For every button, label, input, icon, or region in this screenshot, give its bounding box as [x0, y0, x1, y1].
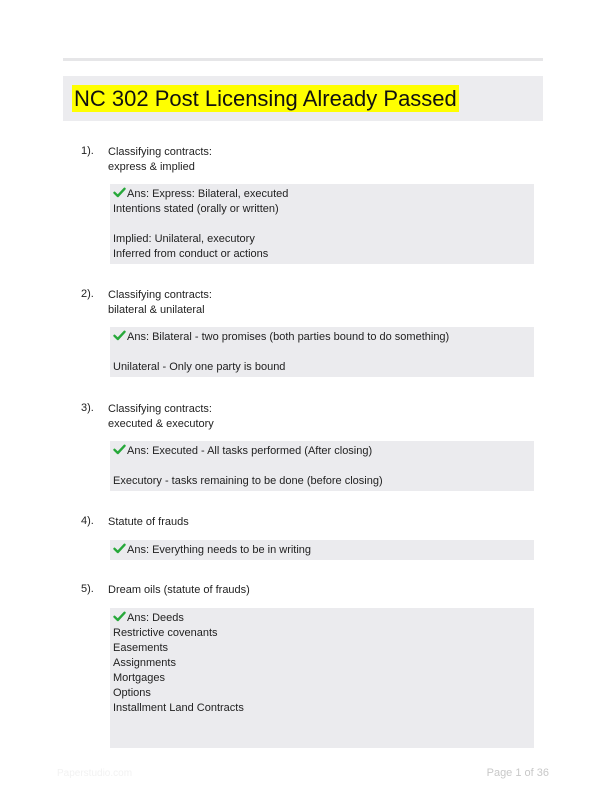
answer-box	[110, 540, 534, 560]
answer-box	[110, 327, 534, 377]
answer-text: Ans: Bilateral - two promises (both parties bound to do something)	[127, 331, 450, 343]
answer-line	[113, 459, 534, 474]
top-divider	[63, 58, 543, 61]
answer-line: Intentions stated (orally or written)	[113, 203, 279, 215]
answer-line: Options	[113, 687, 151, 699]
question-prompt-line: express & implied	[108, 161, 195, 173]
question-prompt-line: Statute of frauds	[108, 516, 189, 528]
question-prompt-line: Classifying contracts:	[108, 146, 212, 158]
document-title: NC 302 Post Licensing Already Passed	[74, 86, 457, 111]
answer-line: Mortgages	[113, 672, 165, 684]
answer-line: Easements	[113, 642, 169, 654]
footer-watermark: Paperstudio.com	[57, 768, 133, 779]
title-band	[63, 76, 543, 121]
answer-box	[110, 608, 534, 748]
checkmark-icon	[113, 187, 126, 198]
question-number: 3).	[81, 402, 94, 414]
answer-text: Ans: Everything needs to be in writing	[127, 544, 312, 556]
question-number: 4).	[81, 515, 94, 527]
question-prompt-line: bilateral & unilateral	[108, 304, 205, 316]
question-prompt-line: Classifying contracts:	[108, 289, 212, 301]
question-number: 5).	[81, 583, 94, 595]
answer-box	[110, 184, 534, 264]
answer-text: Ans: Executed - All tasks performed (After closing)	[127, 445, 373, 457]
answer-line	[113, 611, 534, 626]
question-prompt-line: Classifying contracts:	[108, 403, 212, 415]
answer-line	[113, 444, 534, 459]
page-number: Page 1 of 36	[486, 767, 549, 779]
checkmark-icon	[113, 543, 126, 554]
answer-text: Ans: Deeds	[127, 612, 184, 624]
question-prompt-line: Dream oils (statute of frauds)	[108, 584, 250, 596]
answer-line	[113, 330, 534, 345]
answer-line	[113, 187, 534, 202]
question-number: 1).	[81, 145, 94, 157]
answer-line	[113, 217, 534, 232]
answer-line: Assignments	[113, 657, 176, 669]
answer-line: Executory - tasks remaining to be done (before closing)	[113, 475, 383, 487]
answer-line	[113, 345, 534, 360]
answer-line: Implied: Unilateral, executory	[113, 233, 255, 245]
answer-line	[113, 543, 534, 558]
question-number: 2).	[81, 288, 94, 300]
checkmark-icon	[113, 330, 126, 341]
checkmark-icon	[113, 611, 126, 622]
answer-box	[110, 441, 534, 491]
checkmark-icon	[113, 444, 126, 455]
answer-line: Unilateral - Only one party is bound	[113, 361, 286, 373]
answer-line: Installment Land Contracts	[113, 702, 244, 714]
answer-line: Inferred from conduct or actions	[113, 248, 269, 260]
answer-line: Restrictive covenants	[113, 627, 218, 639]
answer-text: Ans: Express: Bilateral, executed	[127, 188, 289, 200]
question-prompt-line: executed & executory	[108, 418, 214, 430]
